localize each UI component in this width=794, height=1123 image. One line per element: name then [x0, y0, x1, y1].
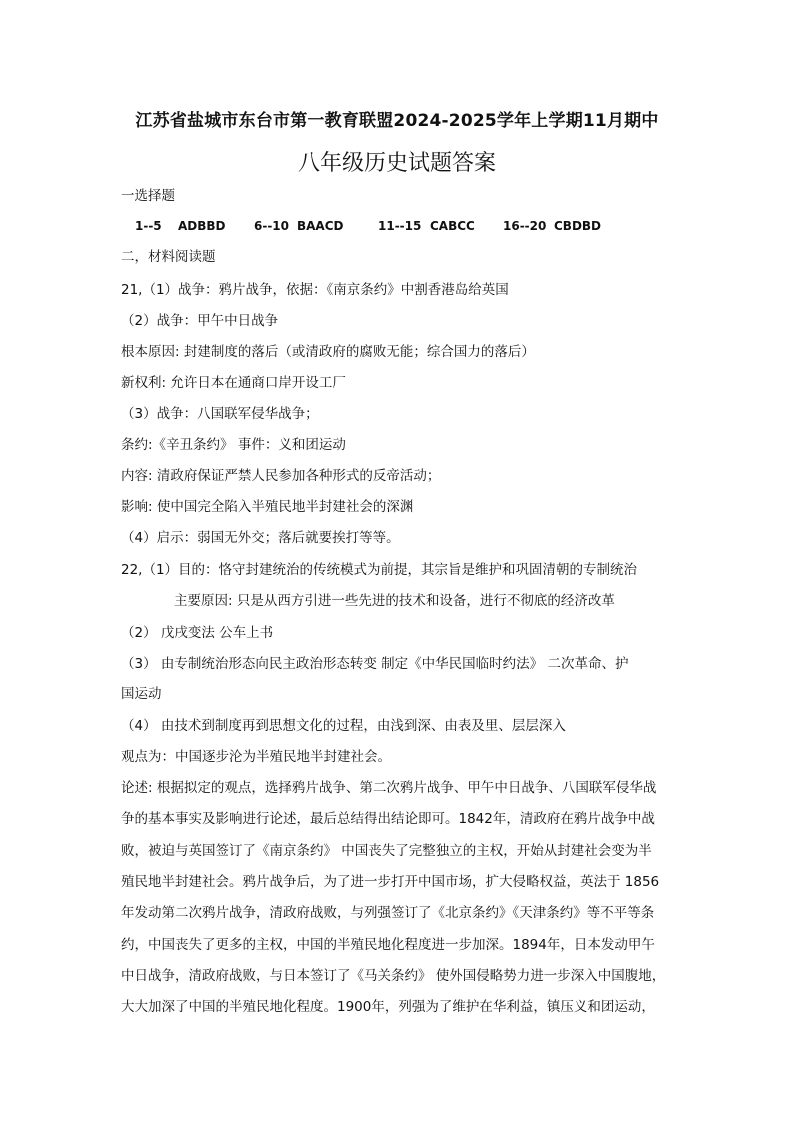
text-line: 败，被迫与英国签订了《南京条约》 中国丧失了完整独立的主权，开始从封建社会变为半 — [121, 843, 652, 859]
text-line: 内容: 清政府保证严禁人民参加各种形式的反帝活动； — [121, 468, 441, 484]
mc-range: 1--5 — [135, 219, 162, 233]
text-line: 大大加深了中国的半殖民地化程度。1900年，列强为了维护在华利益，镇压义和团运动， — [121, 999, 655, 1015]
text-line: （3）战争：八国联军侵华战争； — [121, 406, 319, 422]
text-line: （4） 由技术到制度再到思想文化的过程，由浅到深、由表及里、层层深入 — [121, 718, 566, 734]
text-line: 21,（1）战争：鸦片战争，依据：《南京条约》中割香港岛给英国 — [121, 282, 509, 298]
mc-answers: BAACD — [297, 219, 344, 233]
mc-answers: CABCC — [430, 219, 475, 233]
text-line: 中日战争，清政府战败，与日本签订了《马关条约》 使外国侵略势力进一步深入中国腹地， — [121, 968, 666, 984]
mc-range: 11--15 — [378, 219, 422, 233]
document-subtitle: 八年级历史试题答案 — [297, 151, 496, 176]
text-line: 观点为：中国逐步沦为半殖民地半封建社会。 — [121, 749, 391, 765]
text-line: （3） 由专制统治形态向民主政治形态转变 制定《中华民国临时约法》 二次革命、护 — [121, 656, 629, 672]
section-heading-reading: 二，材料阅读题 — [121, 249, 216, 265]
text-line: 殖民地半封建社会。鸦片战争后，为了进一步打开中国市场，扩大侵略权益，英法于 1856 — [121, 874, 660, 890]
text-line: 国运动 — [121, 686, 162, 702]
document-title: 江苏省盐城市东台市第一教育联盟2024-2025学年上学期11月期中 — [135, 111, 659, 131]
text-line: 22,（1）目的：恪守封建统治的传统模式为前提，其宗旨是维护和巩固清朝的专制统治 — [121, 562, 638, 578]
text-line: 约，中国丧失了更多的主权，中国的半殖民地化程度进一步加深。1894年，日本发动甲午 — [121, 937, 655, 953]
mc-answers: CBDBD — [554, 219, 602, 233]
text-line: 论述: 根据拟定的观点，选择鸦片战争、第二次鸦片战争、甲午中日战争、八国联军侵华战 — [121, 780, 657, 796]
text-line: 争的基本事实及影响进行论述，最后总结得出结论即可。1842年，清政府在鸦片战争中战 — [121, 811, 655, 827]
text-line: 根本原因: 封建制度的落后（或清政府的腐败无能；综合国力的落后） — [121, 344, 535, 360]
text-line: 年发动第二次鸦片战争，清政府战败，与列强签订了《北京条约》《天津条约》等不平等条 — [121, 905, 655, 921]
text-line: 条约:《辛丑条约》 事件：义和团运动 — [121, 437, 346, 453]
mc-range: 16--20 — [503, 219, 547, 233]
text-line: （4）启示：弱国无外交；落后就要挨打等等。 — [121, 530, 400, 546]
text-line: 新权利: 允许日本在通商口岸开设工厂 — [121, 375, 346, 391]
mc-range: 6--10 — [254, 219, 290, 233]
text-line: 主要原因: 只是从西方引进一些先进的技术和设备，进行不彻底的经济改革 — [174, 593, 615, 609]
section-heading-choice: 一选择题 — [121, 188, 175, 204]
mc-answers: ADBBD — [178, 219, 226, 233]
text-line: （2） 戊戌变法 公车上书 — [121, 625, 274, 641]
text-line: （2）战争：甲午中日战争 — [121, 313, 279, 329]
text-line: 影响: 使中国完全陷入半殖民地半封建社会的深渊 — [121, 499, 414, 515]
